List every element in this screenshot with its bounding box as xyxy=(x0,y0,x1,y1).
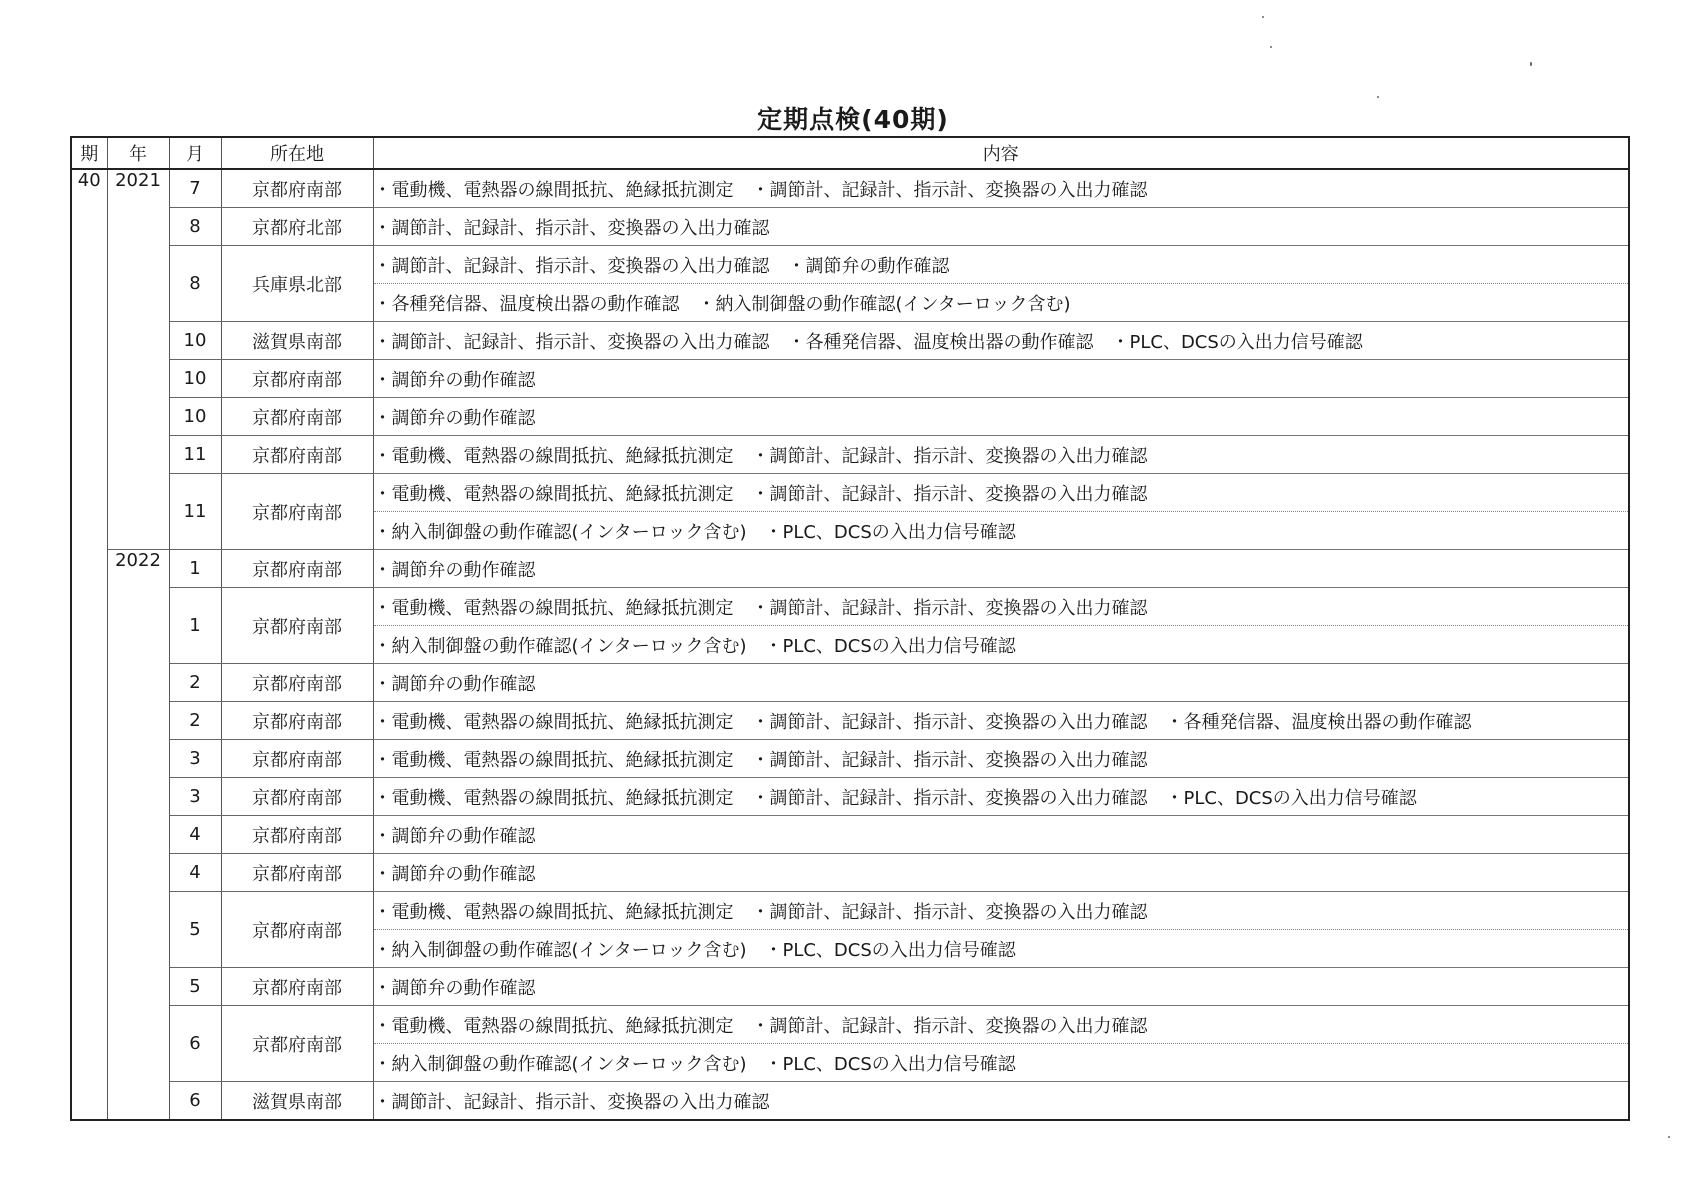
month-cell: 10 xyxy=(169,360,221,398)
content-cell: ・納入制御盤の動作確認(インターロック含む) ・PLC、DCSの入出力信号確認 xyxy=(373,626,1629,664)
period-cell: 40 xyxy=(71,169,107,1120)
table-row xyxy=(71,664,1629,702)
content-cell: ・各種発信器、温度検出器の動作確認 ・納入制御盤の動作確認(インターロック含む) xyxy=(373,284,1629,322)
month-cell: 10 xyxy=(169,398,221,436)
location-cell: 京都府南部 xyxy=(221,398,373,436)
table-row xyxy=(71,1082,1629,1121)
month-cell: 5 xyxy=(169,892,221,968)
location-cell: 京都府南部 xyxy=(221,550,373,588)
header-year: 年 xyxy=(107,137,169,169)
table-row xyxy=(71,360,1629,398)
header-content: 内容 xyxy=(373,137,1629,169)
location-cell: 京都府南部 xyxy=(221,702,373,740)
content-cell: ・電動機、電熱器の線間抵抗、絶縁抵抗測定 ・調節計、記録計、指示計、変換器の入出力確認 xyxy=(373,892,1629,930)
month-cell: 4 xyxy=(169,816,221,854)
month-cell: 1 xyxy=(169,550,221,588)
month-cell: 4 xyxy=(169,854,221,892)
content-cell: ・納入制御盤の動作確認(インターロック含む) ・PLC、DCSの入出力信号確認 xyxy=(373,930,1629,968)
scan-speck xyxy=(1270,46,1272,48)
content-cell: ・電動機、電熱器の線間抵抗、絶縁抵抗測定 ・調節計、記録計、指示計、変換器の入出力確認 ・PLC、DCSの入出力信号確認 xyxy=(373,778,1629,816)
scan-speck xyxy=(1377,96,1379,98)
location-cell: 京都府南部 xyxy=(221,816,373,854)
month-cell: 2 xyxy=(169,702,221,740)
location-cell: 京都府南部 xyxy=(221,360,373,398)
table-row xyxy=(71,550,1629,588)
content-cell: ・調節弁の動作確認 xyxy=(373,550,1629,588)
table-row xyxy=(71,436,1629,474)
month-cell: 8 xyxy=(169,208,221,246)
content-cell: ・調節弁の動作確認 xyxy=(373,816,1629,854)
header-period: 期 xyxy=(71,137,107,169)
content-cell: ・電動機、電熱器の線間抵抗、絶縁抵抗測定 ・調節計、記録計、指示計、変換器の入出力確認 xyxy=(373,436,1629,474)
location-cell: 京都府南部 xyxy=(221,664,373,702)
content-cell: ・調節弁の動作確認 xyxy=(373,664,1629,702)
table-row xyxy=(71,398,1629,436)
location-cell: 京都府南部 xyxy=(221,854,373,892)
content-cell: ・電動機、電熱器の線間抵抗、絶縁抵抗測定 ・調節計、記録計、指示計、変換器の入出力確認 xyxy=(373,169,1629,208)
content-cell: ・調節弁の動作確認 xyxy=(373,854,1629,892)
table-row xyxy=(71,1006,1629,1044)
location-cell: 京都府南部 xyxy=(221,436,373,474)
content-cell: ・調節計、記録計、指示計、変換器の入出力確認 xyxy=(373,1082,1629,1121)
table-row xyxy=(71,740,1629,778)
year-cell: 2021 xyxy=(107,169,169,550)
header-month: 月 xyxy=(169,137,221,169)
location-cell: 京都府南部 xyxy=(221,588,373,664)
content-cell: ・調節計、記録計、指示計、変換器の入出力確認 xyxy=(373,208,1629,246)
content-cell: ・調節弁の動作確認 xyxy=(373,360,1629,398)
month-cell: 6 xyxy=(169,1006,221,1082)
location-cell: 滋賀県南部 xyxy=(221,322,373,360)
month-cell: 6 xyxy=(169,1082,221,1121)
month-cell: 2 xyxy=(169,664,221,702)
table-row xyxy=(71,474,1629,512)
month-cell: 7 xyxy=(169,169,221,208)
scan-speck xyxy=(1530,62,1532,66)
content-cell: ・電動機、電熱器の線間抵抗、絶縁抵抗測定 ・調節計、記録計、指示計、変換器の入出力確認 xyxy=(373,474,1629,512)
table-row xyxy=(71,246,1629,284)
month-cell: 1 xyxy=(169,588,221,664)
inspection-schedule-table xyxy=(70,136,1630,1121)
table-row xyxy=(71,588,1629,626)
content-cell: ・調節計、記録計、指示計、変換器の入出力確認 ・各種発信器、温度検出器の動作確認 ・PLC、DCSの入出力信号確認 xyxy=(373,322,1629,360)
location-cell: 京都府南部 xyxy=(221,169,373,208)
content-cell: ・納入制御盤の動作確認(インターロック含む) ・PLC、DCSの入出力信号確認 xyxy=(373,512,1629,550)
scan-speck xyxy=(1262,16,1264,18)
content-cell: ・納入制御盤の動作確認(インターロック含む) ・PLC、DCSの入出力信号確認 xyxy=(373,1044,1629,1082)
table-row xyxy=(71,169,1629,208)
table-row xyxy=(71,778,1629,816)
location-cell: 京都府南部 xyxy=(221,1006,373,1082)
month-cell: 11 xyxy=(169,436,221,474)
table-row xyxy=(71,816,1629,854)
table-row xyxy=(71,854,1629,892)
table-row xyxy=(71,892,1629,930)
header-location: 所在地 xyxy=(221,137,373,169)
location-cell: 京都府南部 xyxy=(221,968,373,1006)
table-row xyxy=(71,702,1629,740)
location-cell: 京都府南部 xyxy=(221,892,373,968)
document-title: 定期点検(40期) xyxy=(757,105,949,134)
table-body xyxy=(71,169,1629,1120)
month-cell: 5 xyxy=(169,968,221,1006)
month-cell: 8 xyxy=(169,246,221,322)
location-cell: 兵庫県北部 xyxy=(221,246,373,322)
content-cell: ・電動機、電熱器の線間抵抗、絶縁抵抗測定 ・調節計、記録計、指示計、変換器の入出力確認 xyxy=(373,1006,1629,1044)
content-cell: ・電動機、電熱器の線間抵抗、絶縁抵抗測定 ・調節計、記録計、指示計、変換器の入出力確認 ・各種発信器、温度検出器の動作確認 xyxy=(373,702,1629,740)
location-cell: 京都府南部 xyxy=(221,474,373,550)
month-cell: 3 xyxy=(169,778,221,816)
month-cell: 3 xyxy=(169,740,221,778)
content-cell: ・調節計、記録計、指示計、変換器の入出力確認 ・調節弁の動作確認 xyxy=(373,246,1629,284)
location-cell: 京都府北部 xyxy=(221,208,373,246)
location-cell: 京都府南部 xyxy=(221,778,373,816)
month-cell: 10 xyxy=(169,322,221,360)
location-cell: 滋賀県南部 xyxy=(221,1082,373,1121)
content-cell: ・電動機、電熱器の線間抵抗、絶縁抵抗測定 ・調節計、記録計、指示計、変換器の入出力確認 xyxy=(373,588,1629,626)
content-cell: ・電動機、電熱器の線間抵抗、絶縁抵抗測定 ・調節計、記録計、指示計、変換器の入出力確認 xyxy=(373,740,1629,778)
table-row xyxy=(71,208,1629,246)
content-cell: ・調節弁の動作確認 xyxy=(373,968,1629,1006)
month-cell: 11 xyxy=(169,474,221,550)
year-cell: 2022 xyxy=(107,550,169,1121)
table-row xyxy=(71,322,1629,360)
table-row xyxy=(71,968,1629,1006)
location-cell: 京都府南部 xyxy=(221,740,373,778)
content-cell: ・調節弁の動作確認 xyxy=(373,398,1629,436)
table-header-row xyxy=(71,137,1629,169)
scan-speck xyxy=(1668,1136,1670,1138)
